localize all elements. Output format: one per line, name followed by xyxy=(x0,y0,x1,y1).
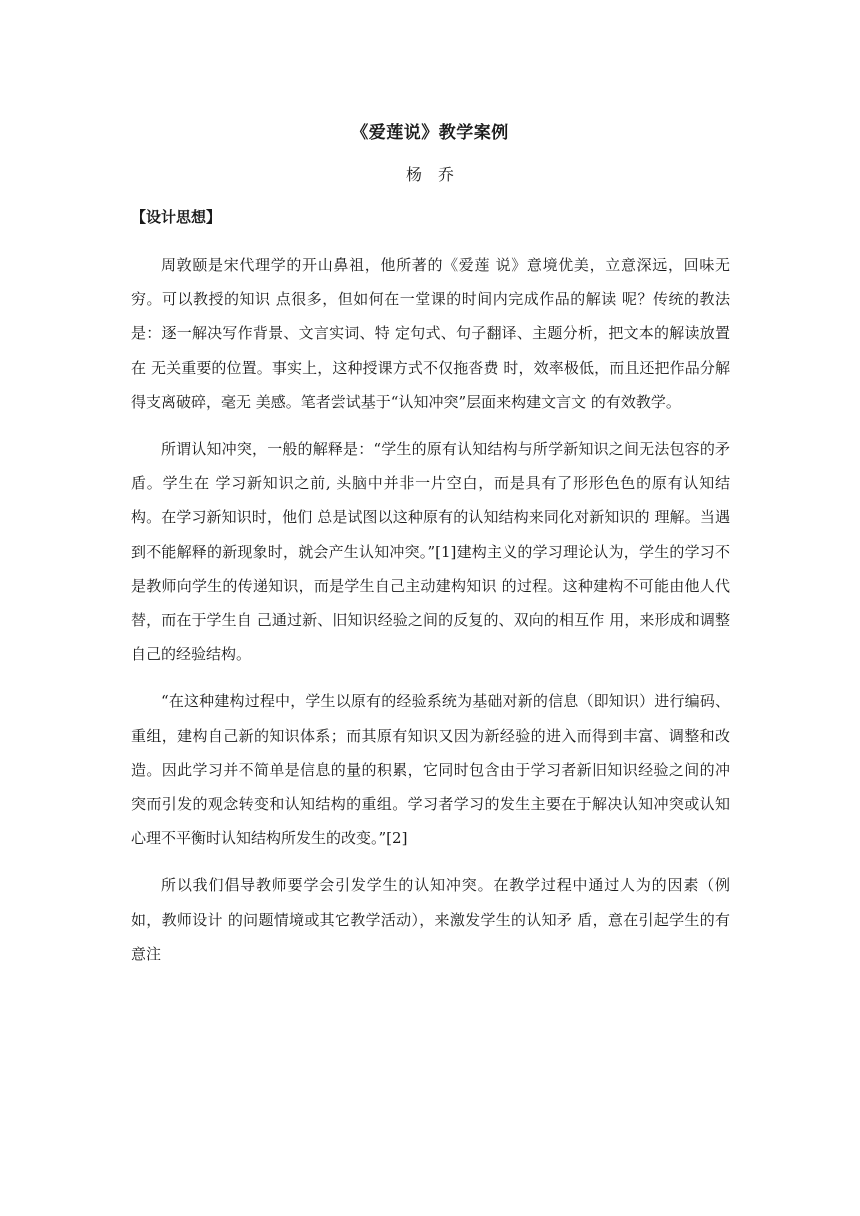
paragraph: 周敦颐是宋代理学的开山鼻祖，他所著的《爱莲 说》意境优美，立意深远，回味无穷。可以教授的知识 点很多，但如何在一堂课的时间内完成作品的解读 呢？传统的教法是：逐一解决写作背景、文言实词、特 定句式、句子翻译、主题分析，把文本的解读放置在 无关重要的位置。事实上，这种授课方式不仅拖沓费 时，效率极低，而且还把作品分解得支离破碎，毫无 美感。笔者尝试基于“认知冲突”层面来构建文言文 的有效教学。 xyxy=(131,256,730,411)
paragraph: 所谓认知冲突，一般的解释是：“学生的原有认知结构与所学新知识之间无法包容的矛盾。学生在 学习新知识之前, 头脑中并非一片空白，而是具有了形形色色的原有认知结构。在学习新知识时，他们 总是试图以这种原有的认知结构来同化对新知识的 理解。当遇到不能解释的新现象时，就会产生认知冲突。”[1]建构主义的学习理论认为，学生的学习不是教师向学生的传递知识，而是学生自己主动建构知识 的过程。这种建构不可能由他人代替，而在于学生自 己通过新、旧知识经验之间的反复的、双向的相互作 用，来形成和调整自己的经验结构。 xyxy=(131,440,730,664)
author-name: 杨 乔 xyxy=(405,165,454,184)
section-heading: 【设计思想】 xyxy=(131,208,222,226)
document-title: 《爱莲说》教学案例 xyxy=(351,123,509,143)
paragraph: “在这种建构过程中，学生以原有的经验系统为基础对新的信息（即知识）进行编码、重组，建构自己新的知识体系；而其原有知识又因为新经验的进入而得到丰富、调整和改造。因此学习并不简单是信息的量的积累，它同时包含由于学习者新旧知识经验之间的冲突而引发的观念转变和认知结构的重组。学习者学习的发生主要在于解决认知冲突或认知心理不平衡时认知结构所发生的改变。”[2] xyxy=(131,692,730,848)
document-body xyxy=(131,248,730,971)
paragraph: 所以我们倡导教师要学会引发学生的认知冲突。在教学过程中通过人为的因素（例如，教师设计 的问题情境或其它教学活动），来激发学生的认知矛 盾，意在引起学生的有意注 xyxy=(131,876,730,963)
